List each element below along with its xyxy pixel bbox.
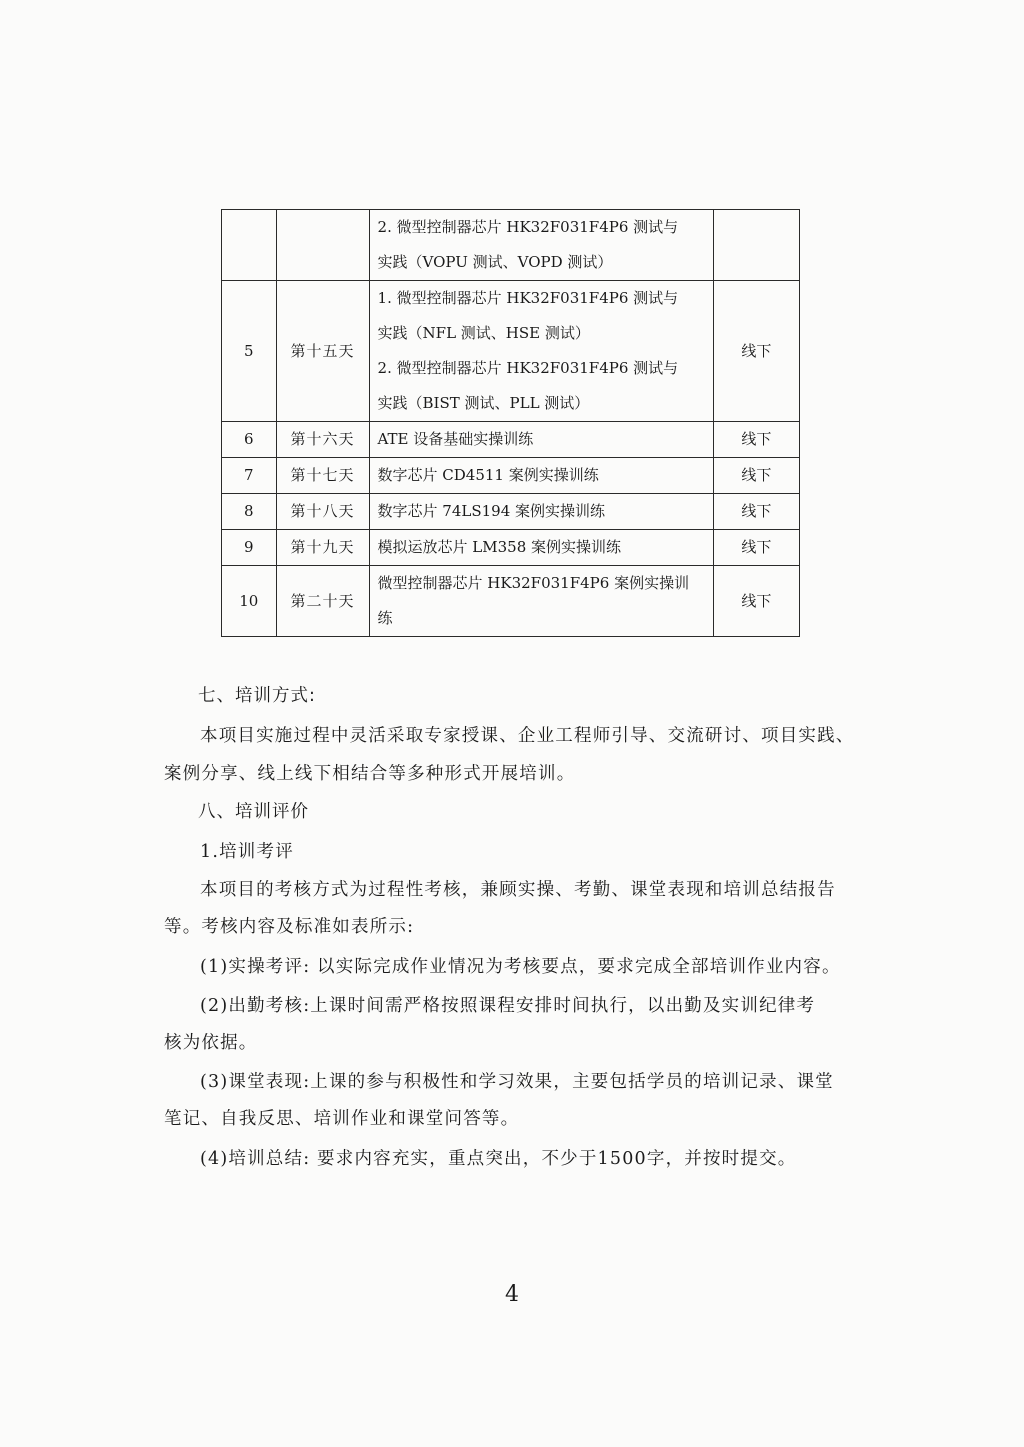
assessment-item-4: (4)培训总结: 要求内容充实，重点突出，不少于1500字，并按时提交。 [200,1149,797,1169]
content-line: 数字芯片 74LS194 案例实操训练 [377,502,606,520]
content-line: 实践（VOPU 测试、VOPD 测试） [377,253,613,271]
row-number-cell: 8 [222,494,277,530]
content-line: 微型控制器芯片 HK32F031F4P6 案例实操训 [377,574,690,592]
content-line: 模拟运放芯片 LM358 案例实操训练 [377,538,622,556]
content-cell [369,422,713,458]
day-cell: 第十九天 [276,530,369,566]
table-row [222,458,800,494]
day-cell: 第十五天 [276,281,369,422]
day-cell: 第十七天 [276,458,369,494]
content-line: 数字芯片 CD4511 案例实操训练 [377,466,599,484]
row-number-cell: 7 [222,458,277,494]
content-line: 2. 微型控制器芯片 HK32F031F4P6 测试与 [377,359,679,377]
content-line: 实践（BIST 测试、PLL 测试） [377,394,590,412]
row-number-cell: 9 [222,530,277,566]
table-row [222,210,800,281]
content-cell [369,210,713,281]
delivery-mode-cell: 线下 [713,566,799,637]
assessment-item-3-line-1: (3)课堂表现:上课的参与积极性和学习效果，主要包括学员的培训记录、课堂 [200,1072,834,1092]
schedule-table-body [222,210,800,637]
training-schedule-table [221,209,800,637]
table-row [222,494,800,530]
content-line: 实践（NFL 测试、HSE 测试） [377,324,590,342]
section-8-intro-line-1: 本项目的考核方式为过程性考核，兼顾实操、考勤、课堂表现和培训总结报告 [200,880,836,900]
content-cell [369,530,713,566]
content-cell [369,281,713,422]
content-line: 练 [377,609,393,627]
day-cell: 第二十天 [276,566,369,637]
content-line: ATE 设备基础实操训练 [377,430,534,448]
row-number-cell: 5 [222,281,277,422]
assessment-item-1: (1)实操考评: 以实际完成作业情况为考核要点，要求完成全部培训作业内容。 [200,957,841,977]
day-cell: 第十六天 [276,422,369,458]
content-line: 2. 微型控制器芯片 HK32F031F4P6 测试与 [377,218,679,236]
row-number-cell: 10 [222,566,277,637]
table-row [222,566,800,637]
section-7-line-1: 本项目实施过程中灵活采取专家授课、企业工程师引导、交流研讨、项目实践、 [200,726,855,746]
section-7-line-2: 案例分享、线上线下相结合等多种形式开展培训。 [164,764,576,784]
content-cell [369,566,713,637]
day-cell [276,210,369,281]
table-row [222,530,800,566]
day-cell: 第十八天 [276,494,369,530]
content-cell [369,494,713,530]
delivery-mode-cell [713,210,799,281]
table-row [222,422,800,458]
content-cell [369,458,713,494]
assessment-item-2-line-1: (2)出勤考核:上课时间需严格按照课程安排时间执行，以出勤及实训纪律考 [200,996,816,1016]
section-8-subheading: 1.培训考评 [200,842,294,862]
delivery-mode-cell: 线下 [713,422,799,458]
assessment-item-3-line-2: 笔记、自我反思、培训作业和课堂问答等。 [164,1109,520,1129]
delivery-mode-cell: 线下 [713,530,799,566]
content-line: 1. 微型控制器芯片 HK32F031F4P6 测试与 [377,289,679,307]
section-8-heading: 八、培训评价 [198,802,309,822]
table-row [222,281,800,422]
page-number: 4 [505,1282,519,1307]
row-number-cell: 6 [222,422,277,458]
delivery-mode-cell: 线下 [713,458,799,494]
delivery-mode-cell: 线下 [713,281,799,422]
assessment-item-2-line-2: 核为依据。 [164,1033,258,1053]
section-8-intro-line-2: 等。考核内容及标准如表所示: [164,917,415,937]
delivery-mode-cell: 线下 [713,494,799,530]
row-number-cell [222,210,277,281]
section-7-heading: 七、培训方式: [198,686,316,706]
